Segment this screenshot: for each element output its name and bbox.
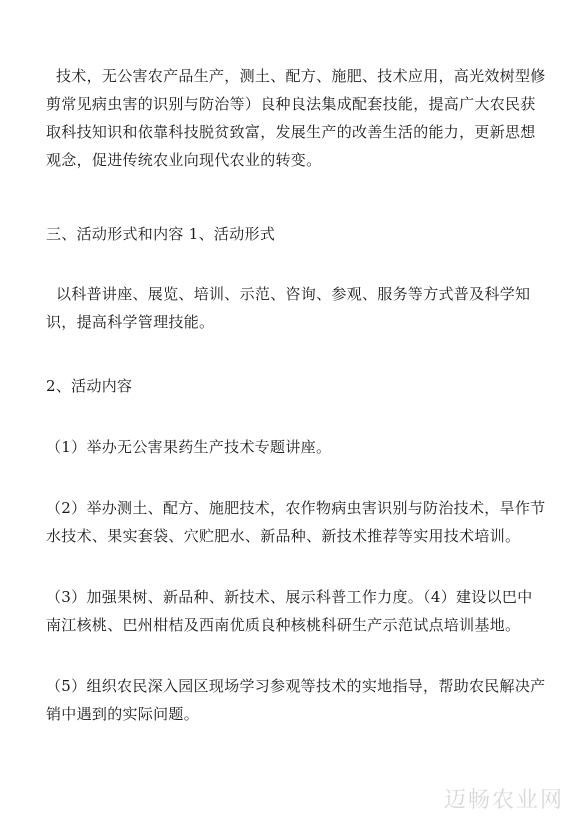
list-item-2: （2）举办测土、配方、施肥技术，农作物病虫害识别与防治技术，旱作节水技术、果实套袋、穴贮肥水、新品种、新技术推荐等实用技术培训。 — [46, 499, 546, 545]
site-watermark: 迈畅农业网 — [443, 788, 564, 813]
list-item-1: （1）举办无公害果药生产技术专题讲座。 — [46, 438, 332, 456]
list-item-3-4: （3）加强果树、新品种、新技术、展示科普工作力度。（4）建设以巴中南江核桃、巴州柑桔及西南优质良种核桃科研生产示范试点培训基地。 — [46, 588, 533, 634]
section-heading-activity-form: 三、活动形式和内容 1、活动形式 — [46, 225, 276, 243]
list-item-5: （5）组织农民深入园区现场学习参观等技术的实地指导，帮助农民解决产销中遇到的实际问题。 — [46, 677, 546, 723]
paragraph-tech-goals: 技术，无公害农产品生产，测土、配方、施肥、技术应用，高光效树型修剪常见病虫害的识别与防治等）良种良法集成配套技能，提高广大农民获取科技知识和依靠科技脱贫致富，发展生产的改善生活的能力，更新思想观念，促进传统农业向现代农业的转变。 — [46, 67, 546, 169]
paragraph-activity-form: 以科普讲座、展览、培训、示范、咨询、参观、服务等方式普及科学知识，提高科学管理技能。 — [46, 285, 531, 331]
subheading-activity-content: 2、活动内容 — [46, 377, 133, 395]
